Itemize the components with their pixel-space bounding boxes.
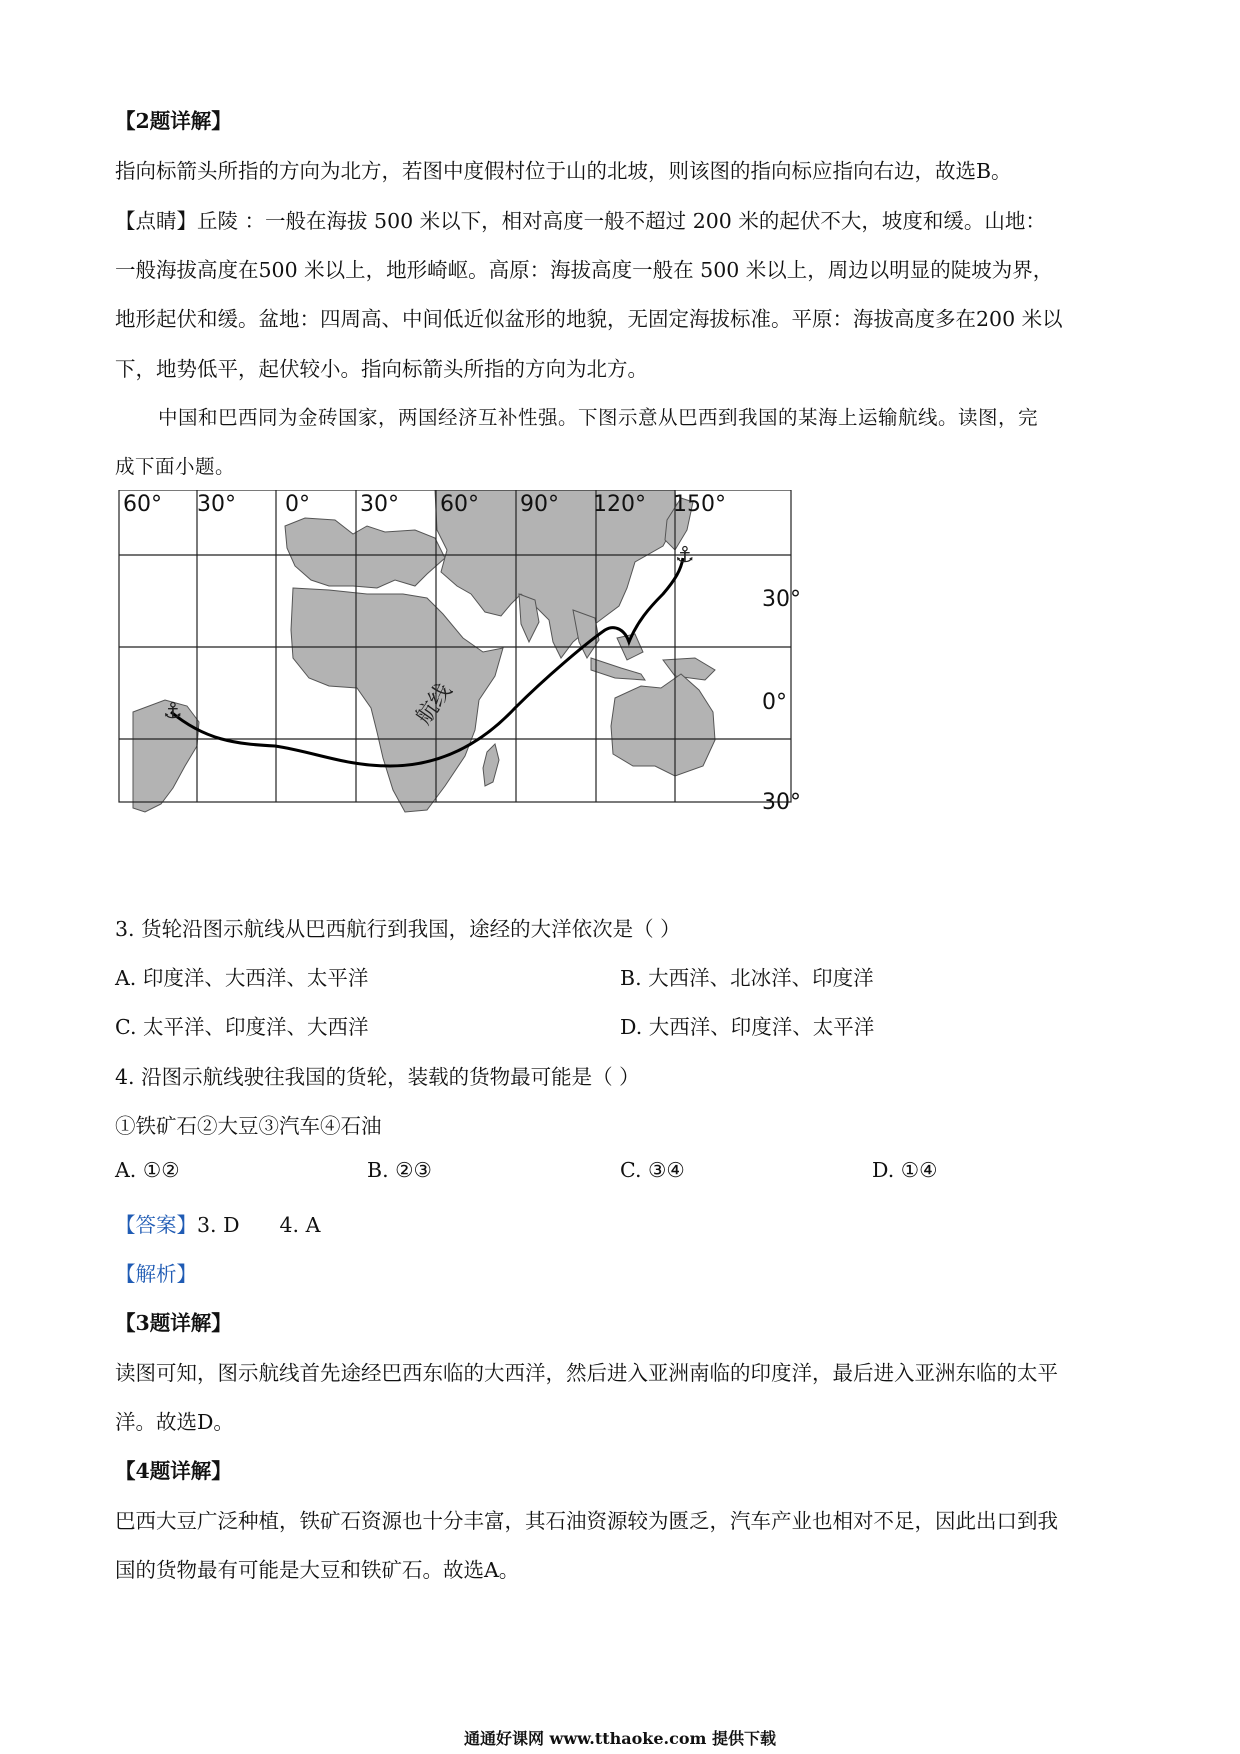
indonesia-land — [591, 658, 645, 680]
tips-line-4: 下，地势低平，起伏较小。指向标箭头所指的方向为北方。 — [115, 357, 648, 381]
africa-land — [291, 588, 503, 812]
lon-label-30e: 30° — [360, 492, 399, 517]
europe-land — [285, 518, 445, 588]
lon-label-90e: 90° — [520, 492, 559, 517]
lon-label-120e: 120° — [593, 492, 646, 517]
q3-option-a: A. 印度洋、大西洋、太平洋 — [115, 966, 369, 990]
q4-detail-line-2: 国的货物最有可能是大豆和铁矿石。故选A。 — [115, 1558, 520, 1582]
longitude-labels — [115, 492, 815, 522]
route-label: 航线 — [411, 679, 458, 730]
lat-label-30n: 30° — [762, 587, 801, 612]
q4-option-a: A. ①② — [115, 1158, 180, 1182]
q4-option-d: D. ①④ — [872, 1158, 938, 1182]
lon-label-0: 0° — [285, 492, 310, 517]
lon-label-60e: 60° — [440, 492, 479, 517]
madagascar-land — [483, 744, 499, 786]
q4-detail-line-1: 巴西大豆广泛种植，铁矿石资源也十分丰富，其石油资源较为匮乏，汽车产业也相对不足，因此出口到我 — [115, 1509, 1058, 1533]
q3-option-c: C. 太平洋、印度洋、大西洋 — [115, 1015, 369, 1039]
q4-detail-heading: 【4题详解】 — [115, 1459, 232, 1483]
q3-detail-line-2: 洋。故选D。 — [115, 1410, 234, 1434]
shipping-route-map — [115, 490, 795, 890]
q4-option-b: B. ②③ — [367, 1158, 432, 1182]
answer-q4: 4. A — [279, 1213, 321, 1237]
lon-label-150e: 150° — [673, 492, 726, 517]
lat-label-30s: 30° — [762, 790, 801, 815]
lon-label-60w: 60° — [123, 492, 162, 517]
new-guinea-land — [663, 658, 715, 680]
analysis-label: 【解析】 — [115, 1262, 197, 1286]
lon-label-30w: 30° — [197, 492, 236, 517]
intro-line-1: 中国和巴西同为金砖国家，两国经济互补性强。下图示意从巴西到我国的某海上运输航线。读图，完 — [158, 406, 1039, 429]
australia-land — [611, 674, 715, 776]
tips-line-1: 【点睛】丘陵 ：一般在海拔 500 米以下，相对高度一般不超过 200 米的起伏不大，坡度和缓。山地： — [115, 209, 1046, 233]
china-anchor-icon: ⚓ — [675, 543, 695, 568]
q3-detail-line-1: 读图可知，图示航线首先途经巴西东临的大西洋，然后进入亚洲南临的印度洋，最后进入亚洲东临的太平 — [115, 1361, 1058, 1385]
tips-line-3: 地形起伏和缓。盆地：四周高、中间低近似盆形的地貌，无固定海拔标准。平原：海拔高度多在200 米以 — [115, 307, 1063, 331]
brazil-anchor-icon: ⚓ — [163, 699, 183, 724]
lat-label-0: 0° — [762, 690, 787, 715]
tips-line-2: 一般海拔高度在500 米以上，地形崎岖。高原：海拔高度一般在 500 米以上，周边以明显的陡坡为界， — [115, 258, 1054, 282]
answer-line — [115, 1208, 320, 1238]
q3-stem: 3. 货轮沿图示航线从巴西航行到我国，途经的大洋依次是（ ） — [115, 917, 681, 941]
intro-line-2: 成下面小题。 — [115, 455, 236, 478]
q4-option-c: C. ③④ — [620, 1158, 685, 1182]
q2-detail-text: 指向标箭头所指的方向为北方，若图中度假村位于山的北坡，则该图的指向标应指向右边，故选B。 — [115, 159, 1012, 183]
q3-detail-heading: 【3题详解】 — [115, 1311, 232, 1335]
q4-stem: 4. 沿图示航线驶往我国的货轮，装载的货物最可能是（ ） — [115, 1065, 640, 1089]
answer-label: 【答案】 — [115, 1213, 197, 1237]
answer-q3: 3. D — [197, 1213, 240, 1237]
q4-items: ①铁矿石②大豆③汽车④石油 — [115, 1114, 382, 1138]
page-footer: 通通好课网 www.tthaoke.com 提供下载 — [463, 1729, 777, 1748]
q3-option-b: B. 大西洋、北冰洋、印度洋 — [620, 966, 874, 990]
q3-option-d: D. 大西洋、印度洋、太平洋 — [620, 1015, 875, 1039]
q2-detail-heading: 【2题详解】 — [115, 109, 232, 133]
